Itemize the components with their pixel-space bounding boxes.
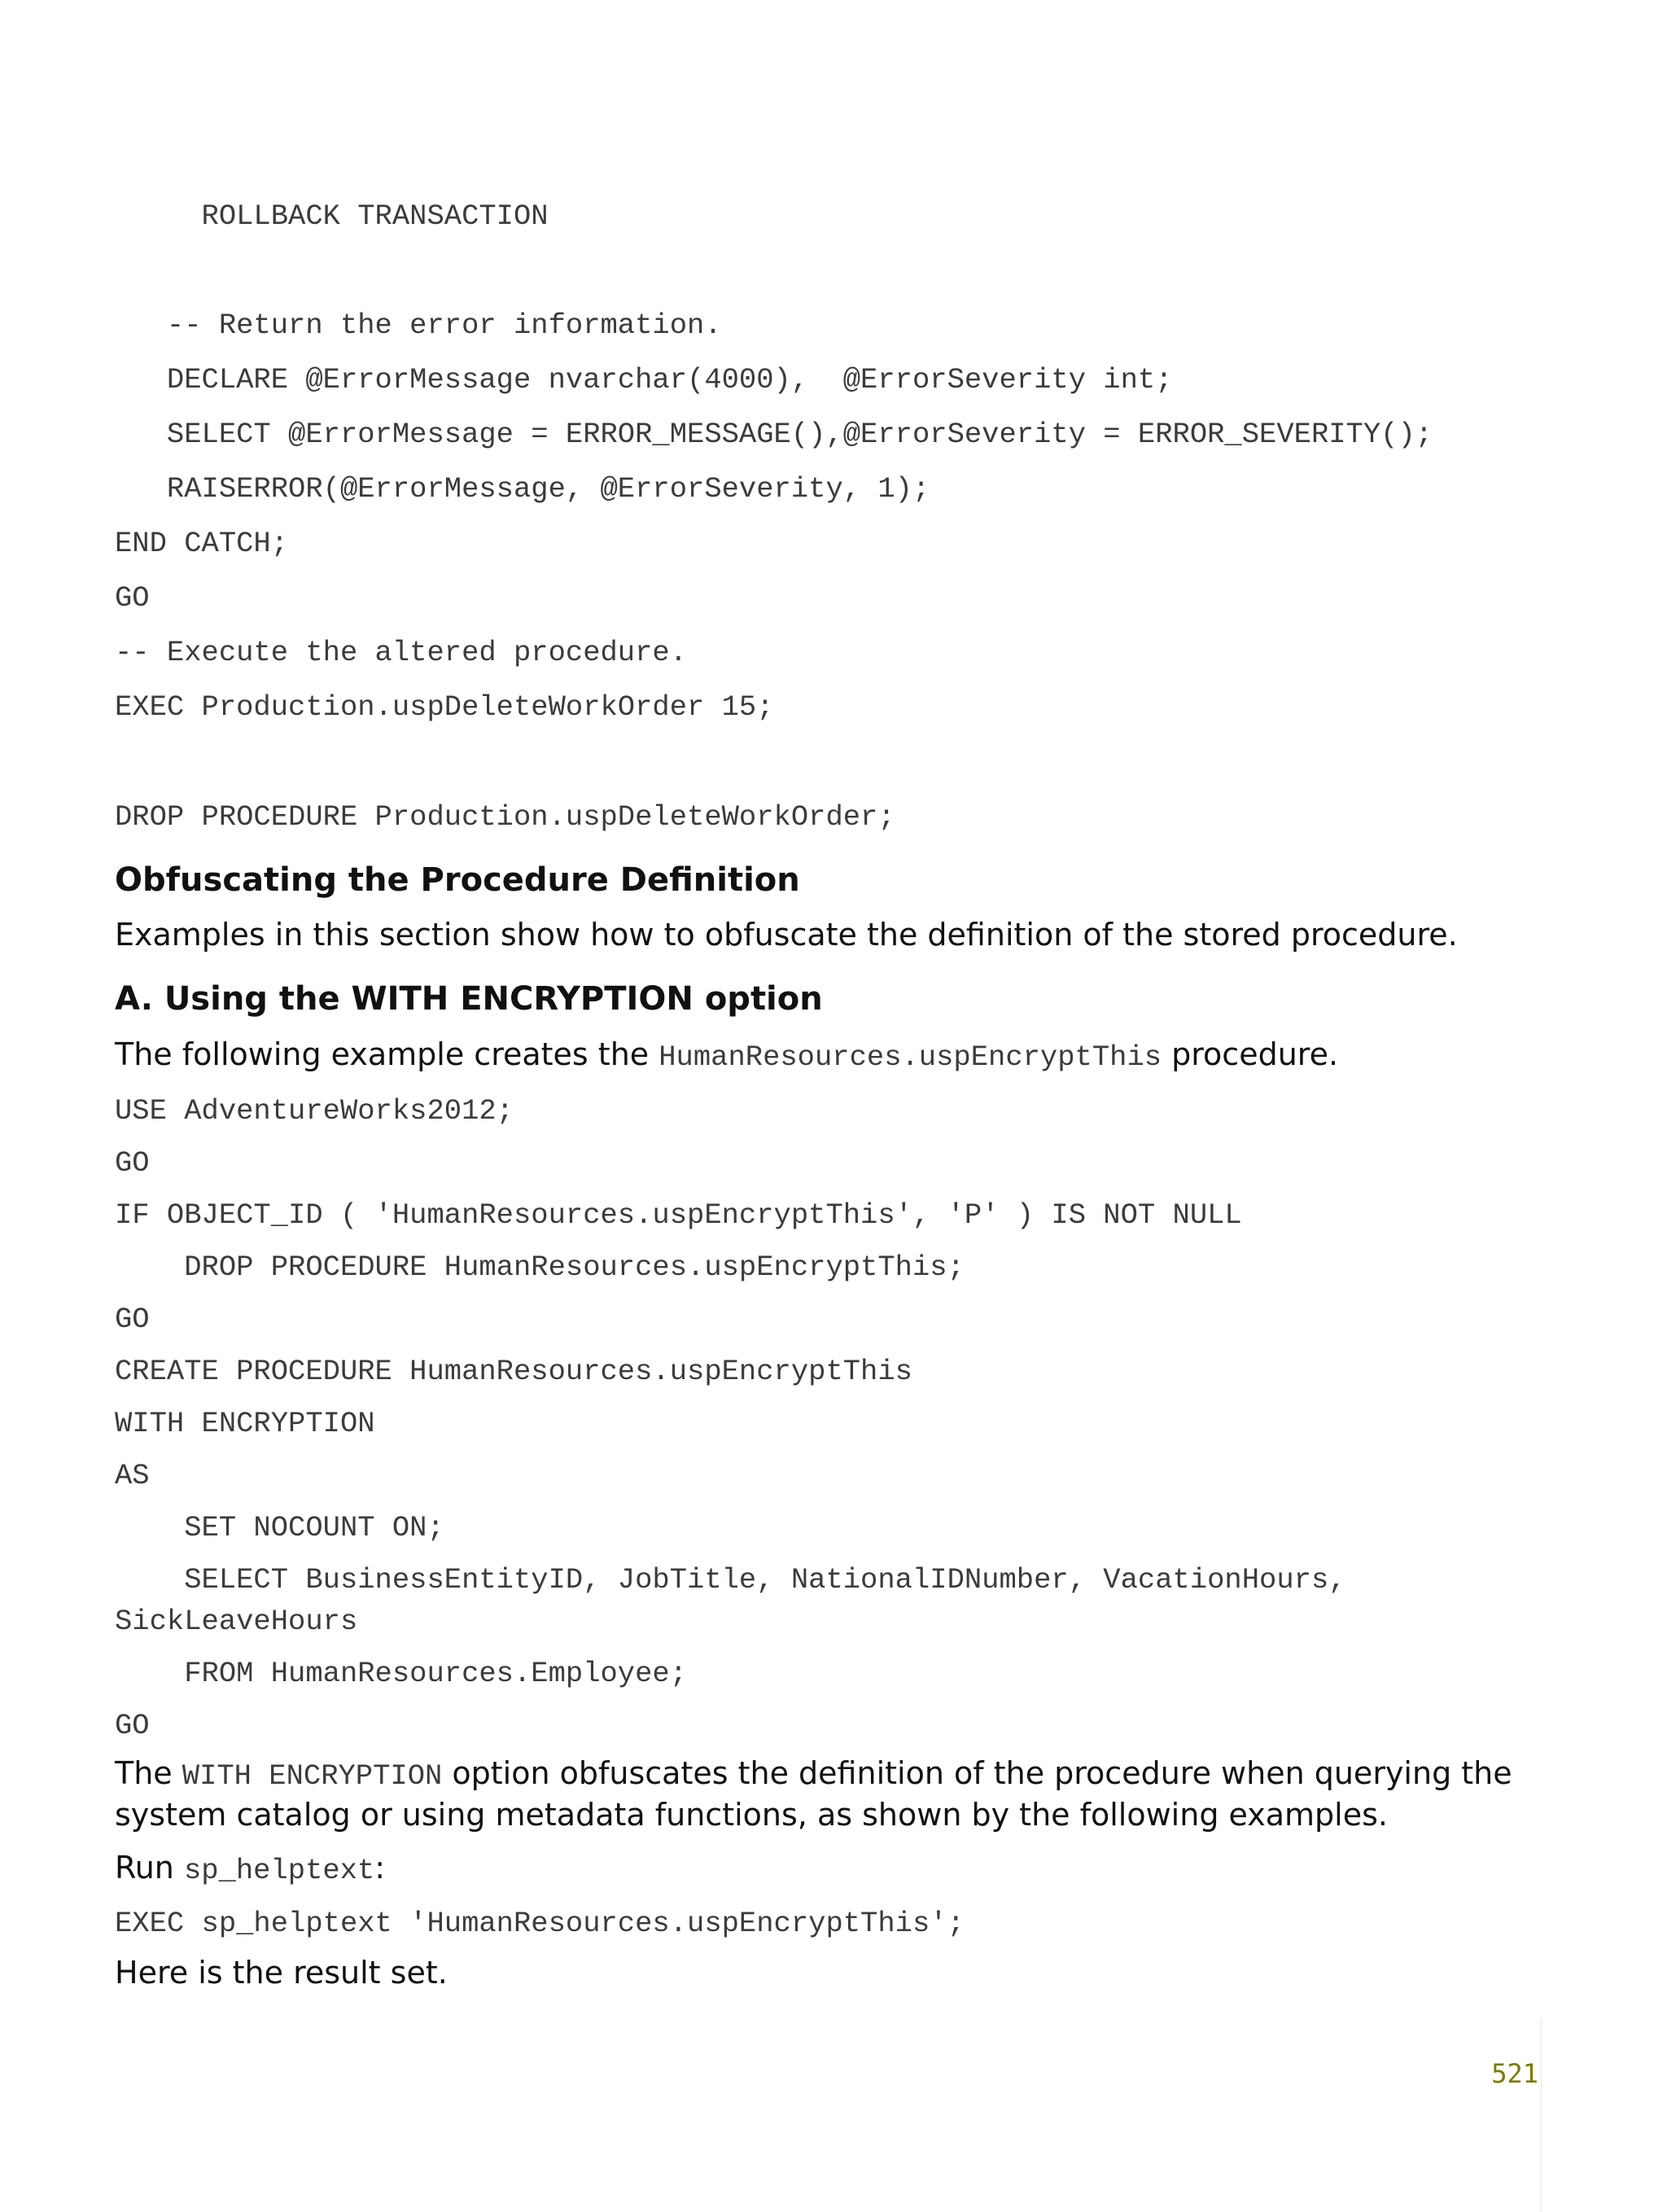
encryption-note-line-2: system catalog or using metadata functions, as shown by the following examples. <box>115 1797 1388 1833</box>
inline-code-with-encryption: WITH ENCRYPTION <box>182 1759 443 1793</box>
inline-code-procedure-name: HumanResources.uspEncryptThis <box>658 1040 1162 1074</box>
code-line: GO <box>115 1709 150 1742</box>
example-intro <box>115 1034 1338 1078</box>
page-number: 521 <box>1491 2058 1538 2089</box>
margin-rule <box>1541 2019 1542 2212</box>
encryption-note-text: The <box>115 1755 182 1791</box>
code-line: GO <box>115 581 150 615</box>
subsection-heading: A. Using the WITH ENCRYPTION option <box>115 980 823 1018</box>
code-line: -- Return the error information. <box>115 309 722 342</box>
code-line: RAISERROR(@ErrorMessage, @ErrorSeverity, 1); <box>115 472 930 506</box>
encryption-note-line-1 <box>115 1753 1512 1797</box>
run-colon: : <box>374 1850 386 1886</box>
code-line: SELECT BusinessEntityID, JobTitle, NationalIDNumber, VacationHours, <box>115 1563 1346 1597</box>
code-line: USE AdventureWorks2012; <box>115 1094 514 1128</box>
section-intro: Examples in this section show how to obfuscate the definition of the stored procedure. <box>115 917 1458 953</box>
code-line: SELECT @ErrorMessage = ERROR_MESSAGE(),@ErrorSeverity = ERROR_SEVERITY(); <box>115 418 1433 451</box>
example-intro-text-end: procedure. <box>1162 1036 1339 1072</box>
code-line: GO <box>115 1303 150 1336</box>
code-line: GO <box>115 1146 150 1180</box>
run-text: Run <box>115 1850 184 1886</box>
example-intro-text: The following example creates the <box>115 1036 659 1072</box>
run-instruction <box>115 1847 385 1891</box>
code-line: END CATCH; <box>115 527 289 560</box>
code-line: IF OBJECT_ID ( 'HumanResources.uspEncryptThis', 'P' ) IS NOT NULL <box>115 1198 1242 1232</box>
code-line: DROP PROCEDURE HumanResources.uspEncryptThis; <box>115 1251 965 1284</box>
code-line: SET NOCOUNT ON; <box>115 1511 444 1544</box>
code-line: ROLLBACK TRANSACTION <box>115 199 549 233</box>
code-line: EXEC Production.uspDeleteWorkOrder 15; <box>115 690 774 724</box>
inline-code-sp-helptext: sp_helptext <box>183 1854 375 1887</box>
code-line: -- Execute the altered procedure. <box>115 636 688 669</box>
result-set-text: Here is the result set. <box>115 1955 448 1991</box>
code-line: EXEC sp_helptext 'HumanResources.uspEncryptThis'; <box>115 1907 965 1940</box>
code-line: DECLARE @ErrorMessage nvarchar(4000), @ErrorSeverity int; <box>115 363 1173 396</box>
code-line: CREATE PROCEDURE HumanResources.uspEncryptThis <box>115 1355 912 1388</box>
code-line: AS <box>115 1459 150 1492</box>
code-line: FROM HumanResources.Employee; <box>115 1657 688 1690</box>
encryption-note-text-end: option obfuscates the definition of the procedure when querying the <box>442 1755 1512 1791</box>
section-heading: Obfuscating the Procedure Definition <box>115 861 800 899</box>
code-line: WITH ENCRYPTION <box>115 1407 375 1440</box>
code-line: SickLeaveHours <box>115 1605 358 1638</box>
code-line: DROP PROCEDURE Production.uspDeleteWorkOrder; <box>115 800 895 834</box>
